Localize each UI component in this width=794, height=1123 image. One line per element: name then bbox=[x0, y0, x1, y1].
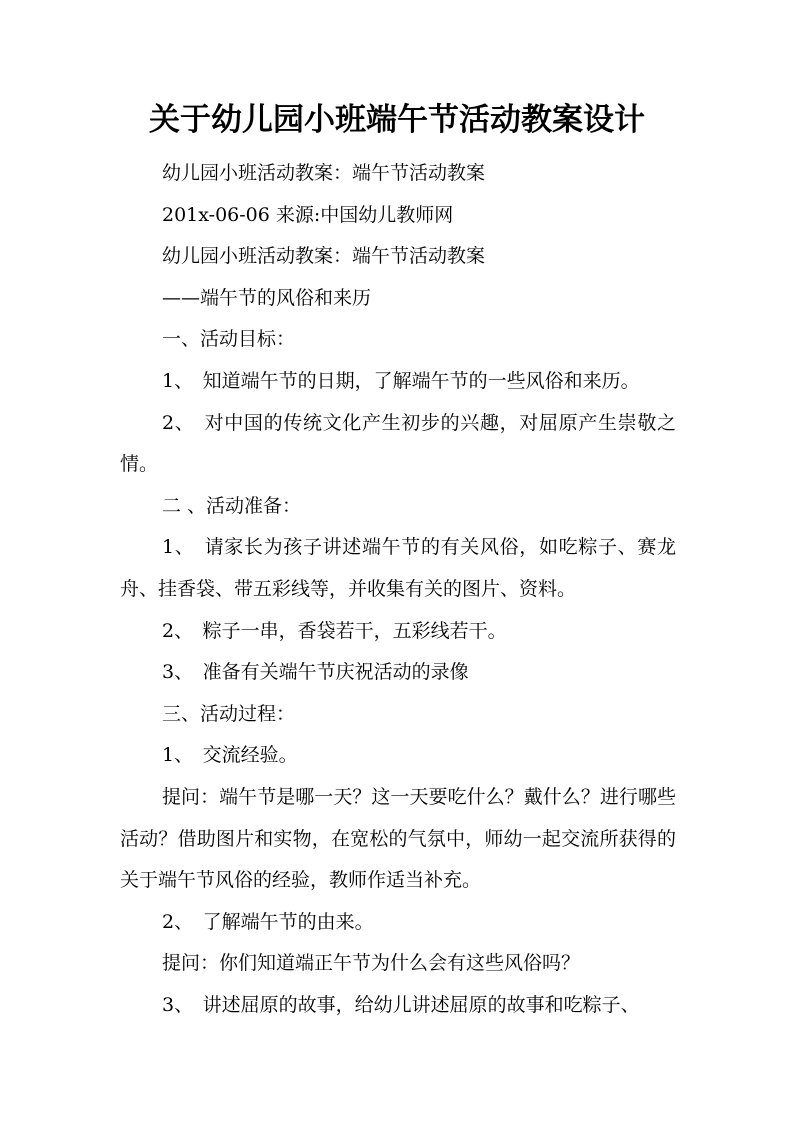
paragraph: 幼儿园小班活动教案：端午节活动教案 bbox=[162, 245, 486, 268]
paragraph: 提问：端午节是哪一天？这一天要吃什么？戴什么？进行哪些活动？借助图片和实物，在宽松的气氛中，师幼一起交流所获得的关于端午节风俗的经验，教师作适当补充。 bbox=[120, 785, 676, 892]
list-item: 1、 交流经验。 bbox=[162, 744, 298, 767]
list-item: 3、 讲述屈原的故事，给幼儿讲述屈原的故事和吃粽子、 bbox=[162, 993, 640, 1016]
list-item: 2、 粽子一串，香袋若干，五彩线若干。 bbox=[162, 619, 507, 642]
list-item: 1、 知道端午节的日期，了解端午节的一些风俗和来历。 bbox=[162, 369, 640, 392]
section-heading: 三、活动过程： bbox=[162, 702, 296, 725]
list-item: 1、 请家长为孩子讲述端午节的有关风俗，如吃粽子、赛龙舟、挂香袋、带五彩线等，并收集有关的图片、资料。 bbox=[120, 536, 676, 600]
paragraph: ——端午节的风俗和来历 bbox=[162, 286, 372, 309]
paragraph: 201x-06-06 来源:中国幼儿教师网 bbox=[162, 203, 454, 226]
list-item: 2、 了解端午节的由来。 bbox=[162, 910, 374, 933]
section-heading: 二 、活动准备： bbox=[162, 494, 302, 517]
document-body bbox=[120, 153, 676, 1026]
paragraph: 幼儿园小班活动教案：端午节活动教案 bbox=[162, 162, 486, 184]
document-title: 关于幼儿园小班端午节活动教案设计 bbox=[149, 102, 645, 138]
section-heading: 一、活动目标： bbox=[162, 328, 296, 351]
list-item: 3、 准备有关端午节庆祝活动的录像 bbox=[162, 661, 469, 684]
list-item: 2、 对中国的传统文化产生初步的兴趣，对屈原产生崇敬之情。 bbox=[120, 411, 676, 476]
paragraph: 提问：你们知道端正午节为什么会有这些风俗吗？ bbox=[162, 952, 581, 975]
